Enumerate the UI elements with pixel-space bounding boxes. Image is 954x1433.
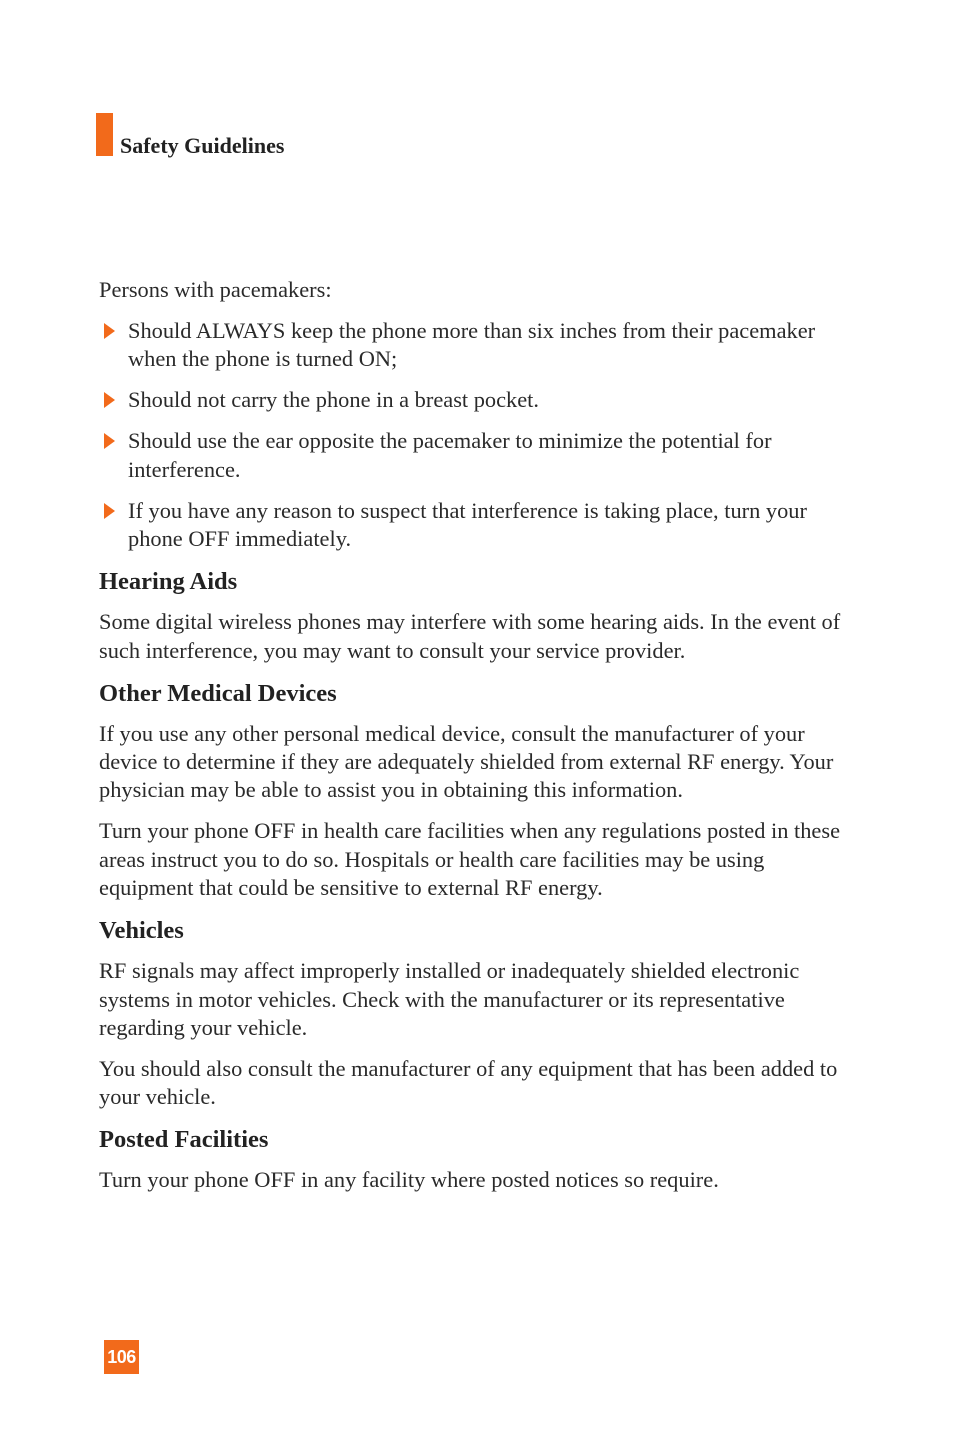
section-title: Safety Guidelines	[120, 133, 285, 158]
bullet-text: If you have any reason to suspect that interference is taking place, turn your phone OFF immediately.	[128, 497, 807, 552]
vehicles-paragraph: RF signals may affect improperly installed or inadequately shielded electronic systems in motor vehicles. Check with the manufacturer or its representative regarding your vehicle.	[99, 958, 800, 1041]
heading-hearing-aids: Hearing Aids	[99, 568, 238, 596]
arrow-bullet-icon	[104, 323, 115, 339]
bullet-item	[99, 317, 844, 374]
bullet-text: Should ALWAYS keep the phone more than six inches from their pacemaker when the phone is turned ON;	[128, 318, 816, 372]
arrow-bullet-icon	[104, 392, 115, 408]
section-marker-bar	[96, 113, 113, 156]
arrow-bullet-icon	[104, 433, 115, 449]
pacemakers-intro: Persons with pacemakers:	[99, 277, 332, 302]
hearing-aids-paragraph: Some digital wireless phones may interfere with some hearing aids. In the event of such interference, you may want to consult your service provider.	[99, 609, 841, 663]
bullet-item	[99, 427, 844, 484]
other-medical-devices-paragraph: If you use any other personal medical device, consult the manufacturer of your device to determine if they are adequately shielded from external RF energy. Your physician may be able to assist you in obtaining this information.	[99, 720, 834, 803]
arrow-bullet-icon	[104, 503, 115, 519]
heading-other-medical-devices: Other Medical Devices	[99, 679, 337, 707]
vehicles-paragraph: You should also consult the manufacturer of any equipment that has been added to your vehicle.	[99, 1056, 838, 1110]
bullet-text: Should not carry the phone in a breast pocket.	[128, 387, 540, 413]
heading-vehicles: Vehicles	[99, 917, 184, 945]
bullet-item	[99, 386, 844, 414]
pacemakers-bullet-list	[99, 317, 844, 554]
page-content	[99, 276, 844, 1207]
posted-facilities-paragraph: Turn your phone OFF in any facility where posted notices so require.	[99, 1167, 719, 1193]
page-number-badge: 106	[104, 1340, 139, 1374]
bullet-text: Should use the ear opposite the pacemaker to minimize the potential for interference.	[128, 428, 772, 482]
heading-posted-facilities: Posted Facilities	[99, 1126, 269, 1154]
bullet-item	[99, 497, 844, 554]
other-medical-devices-paragraph: Turn your phone OFF in health care facilities when any regulations posted in these areas instruct you to do so. Hospitals or health care facilities may be using equipment that could be sensitive to external RF energy.	[99, 818, 841, 901]
